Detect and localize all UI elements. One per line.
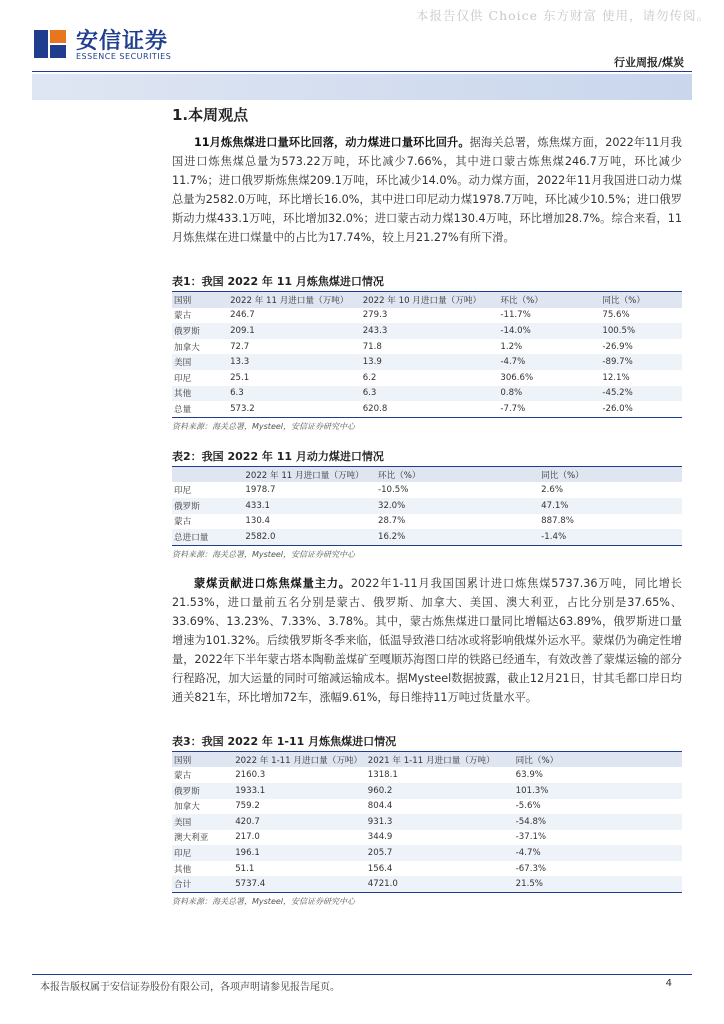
table-cell: 总量: [172, 401, 228, 417]
table-cell: 2160.3: [235, 770, 266, 781]
table-1-source: 资料来源：海关总署，Mysteel，安信证券研究中心: [172, 421, 356, 431]
table-3-source: 资料来源：海关总署，Mysteel，安信证券研究中心: [172, 897, 356, 907]
table-cell: 887.8%: [541, 516, 574, 527]
table-row: [172, 799, 682, 815]
table-row: [172, 339, 682, 355]
logo-text-cn: 安信证券: [76, 29, 169, 54]
table-cell: -26.0%: [600, 401, 682, 417]
table-cell: 4721.0: [366, 876, 514, 892]
table-header-cell: 2022 年 1-11 月进口量（万吨）: [233, 752, 366, 768]
paragraph-1: [172, 133, 682, 247]
table-cell: 1318.1: [367, 770, 398, 781]
table-cell: 2582.0: [243, 529, 376, 545]
table-cell: 美国: [172, 354, 228, 370]
table-cell: -4.7%: [514, 845, 682, 861]
table-2: [172, 467, 682, 546]
table-cell: 217.0: [235, 832, 260, 843]
table-row: [172, 861, 682, 877]
document-type: 行业周报/煤炭: [613, 56, 684, 69]
watermark: 本报告仅供 Choice 东方财富 使用，请勿传阅。: [416, 8, 710, 23]
table-cell: 71.8: [362, 341, 382, 352]
table-cell: 蒙古: [174, 771, 192, 782]
table-cell: 蒙古: [174, 311, 192, 322]
table-cell: 16.2%: [376, 529, 539, 545]
table-cell: -4.7%: [498, 354, 600, 370]
table-cell: 1.2%: [500, 341, 523, 352]
table-cell: 759.2: [235, 801, 260, 812]
paragraph-2: [172, 574, 682, 707]
company-logo: [32, 24, 192, 64]
table-header-cell: 2022 年 10 月进口量（万吨）: [361, 292, 499, 308]
table-cell: -67.3%: [515, 863, 547, 874]
table-cell: 433.1: [243, 498, 376, 514]
table-cell: 100.5%: [600, 323, 682, 339]
table-cell: 蒙古: [174, 517, 192, 528]
table-cell: -7.7%: [498, 401, 600, 417]
table-header-cell: 国别: [172, 292, 228, 308]
table-cell: 合计: [172, 876, 233, 892]
table-row: [172, 830, 682, 846]
table-cell: -26.9%: [602, 341, 633, 352]
table-cell: 6.2: [362, 372, 377, 383]
header-banner: [32, 74, 692, 100]
table-row: [172, 370, 682, 386]
table-cell: -45.2%: [600, 386, 682, 402]
table-cell: 5737.4: [233, 876, 366, 892]
table-cell: 243.3: [361, 323, 499, 339]
table-cell: 俄罗斯: [172, 323, 228, 339]
table-cell: -10.5%: [377, 485, 409, 496]
table-cell: 72.7: [230, 341, 250, 352]
table-header-cell: 2022 年 11 月进口量（万吨）: [228, 292, 361, 308]
paragraph-1-text: 据海关总署，炼焦煤方面，2022年11月我国进口炼焦煤总量为573.22万吨，环比减少7.66%，其中进口蒙古炼焦煤246.7万吨，环比减少11.7%；进口俄罗斯炼焦煤209.1万吨，环比减少14.0%。动力煤方面，2022年11月我国进口动力煤总量为2582.0万吨，环比增长16.0%，其中进口印尼动力煤1978.7万吨，环比减少10.5%；进口俄罗斯动力煤433.1万吨，环比增加32.0%；进口蒙古动力煤130.4万吨，环比增加28.7%。综合来看，11月炼焦煤在进口煤量中的占比为17.74%，较上月21.27%有所下滑。: [172, 136, 682, 244]
table-cell: -37.1%: [515, 832, 547, 843]
table-cell: 2.6%: [541, 485, 564, 496]
table-row: [172, 514, 682, 530]
table-row: [172, 845, 682, 861]
table-header-cell: [172, 467, 243, 483]
table-cell: -11.7%: [500, 310, 531, 321]
table-cell: 51.1: [235, 863, 255, 874]
page-number: 4: [665, 978, 672, 989]
table-cell: 俄罗斯: [172, 498, 243, 514]
table-cell: 306.6%: [500, 372, 534, 383]
table-cell: 加拿大: [174, 802, 200, 813]
table-cell: 25.1: [230, 372, 250, 383]
table-cell: 420.7: [233, 814, 366, 830]
table-header-cell: 同比（%）: [600, 292, 682, 308]
table-cell: 101.3%: [514, 783, 682, 799]
table-cell: 156.4: [367, 863, 393, 874]
section-title: 1.本周观点: [172, 106, 249, 124]
table-cell: 47.1%: [539, 498, 682, 514]
table-1-title: 表1：我国 2022 年 11 月炼焦煤进口情况: [172, 273, 682, 292]
table-row: [172, 308, 682, 324]
table-cell: 205.7: [366, 845, 514, 861]
table-header-cell: 环比（%）: [376, 467, 539, 483]
table-header-cell: 国别: [172, 752, 233, 768]
table-cell: 0.8%: [498, 386, 600, 402]
table-row: [172, 814, 682, 830]
table-cell: -54.8%: [514, 814, 682, 830]
paragraph-2-text: 2022年1-11月我国国累计进口炼焦煤5737.36万吨，同比增长21.53%，进口量前五名分别是蒙古、俄罗斯、加拿大、美国、澳大利亚，占比分别是37.65%、33.69%、13.23%、7.33%、3.78%。其中，蒙古炼焦煤进口量同比增幅达63.89%，俄罗斯进口量增速为101.32%。后续俄罗斯冬季来临，低温导致港口结冰或将影响俄煤外运水平。蒙煤仍为确定性增量，2022年下半年蒙古塔本陶勒盖煤矿至嘎顺苏海图口岸的铁路已经通车，有效改善了蒙煤运输的部分行程路况，加大运量的同时可缩减运输成本。据Mysteel数据披露，截止12月21日，甘其毛都口岸日均通关821车，环比增加72车，涨幅9.61%，每日维持11万吨过货量水平。: [172, 576, 682, 704]
table-cell: -5.6%: [515, 801, 541, 812]
table-cell: 75.6%: [602, 310, 630, 321]
main-content: [172, 100, 682, 907]
table-cell: 196.1: [233, 845, 366, 861]
table-cell: 32.0%: [376, 498, 539, 514]
logo-mark-icon: [32, 26, 68, 62]
table-cell: 246.7: [230, 310, 255, 321]
table-row: [172, 354, 682, 370]
table-header-row: [172, 467, 682, 483]
logo-text-en: ESSENCE SECURITIES: [76, 52, 172, 61]
table-cell: 6.3: [361, 386, 499, 402]
table-cell: 804.4: [367, 801, 393, 812]
table-row: [172, 386, 682, 402]
table-cell: 209.1: [228, 323, 361, 339]
table-cell: 28.7%: [377, 516, 406, 527]
table-cell: 印尼: [174, 373, 192, 384]
table-row: [172, 767, 682, 783]
table-1: [172, 292, 682, 418]
table-cell: 620.8: [361, 401, 499, 417]
table-header-cell: 同比（%）: [514, 752, 682, 768]
table-cell: -1.4%: [539, 529, 682, 545]
table-cell: 其他: [172, 386, 228, 402]
table-cell: 13.9: [361, 354, 499, 370]
table-cell: 63.9%: [515, 770, 543, 781]
table-cell: 印尼: [174, 486, 192, 497]
table-cell: 130.4: [245, 516, 270, 527]
table-cell: 573.2: [228, 401, 361, 417]
footer-rule: [32, 974, 692, 975]
table-cell: 931.3: [366, 814, 514, 830]
table-row: [172, 529, 682, 545]
table-cell: 6.3: [228, 386, 361, 402]
table-row: [172, 876, 682, 892]
table-row: [172, 498, 682, 514]
table-cell: 总进口量: [172, 529, 243, 545]
table-header-cell: 同比（%）: [539, 467, 682, 483]
table-header-cell: 2021 年 1-11 月进口量（万吨）: [366, 752, 514, 768]
paragraph-2-lead: 蒙煤贡献进口炼焦煤量主力。: [194, 576, 351, 590]
table-2-title: 表2：我国 2022 年 11 月动力煤进口情况: [172, 448, 682, 467]
table-cell: 279.3: [362, 310, 388, 321]
table-header-row: [172, 752, 682, 768]
table-header-cell: 环比（%）: [498, 292, 600, 308]
footer-disclaimer: 本报告版权属于安信证券股份有限公司，各项声明请参见报告尾页。: [40, 982, 340, 993]
table-cell: 加拿大: [174, 342, 200, 353]
table-cell: 960.2: [366, 783, 514, 799]
table-cell: 344.9: [367, 832, 393, 843]
table-cell: 21.5%: [514, 876, 682, 892]
header-rule: [32, 71, 692, 72]
table-row: [172, 401, 682, 417]
table-row: [172, 783, 682, 799]
table-cell: -89.7%: [600, 354, 682, 370]
table-cell: 13.3: [228, 354, 361, 370]
table-cell: 其他: [174, 864, 192, 875]
table-cell: 1978.7: [245, 485, 276, 496]
table-header-cell: 2022 年 11 月进口量（万吨）: [243, 467, 376, 483]
table-row: [172, 482, 682, 498]
table-cell: 1933.1: [233, 783, 366, 799]
table-2-source: 资料来源：海关总署，Mysteel，安信证券研究中心: [172, 549, 356, 559]
table-cell: 12.1%: [602, 372, 630, 383]
table-cell: -14.0%: [498, 323, 600, 339]
paragraph-1-lead: 11月炼焦煤进口量环比回落，动力煤进口量环比回升。: [194, 136, 470, 149]
table-cell: 印尼: [172, 845, 233, 861]
table-cell: 澳大利亚: [174, 833, 209, 844]
table-3-title: 表3：我国 2022 年 1-11 月炼焦煤进口情况: [172, 733, 682, 752]
table-row: [172, 323, 682, 339]
table-cell: 美国: [172, 814, 233, 830]
table-header-row: [172, 292, 682, 308]
table-3: [172, 752, 682, 893]
table-cell: 俄罗斯: [172, 783, 233, 799]
